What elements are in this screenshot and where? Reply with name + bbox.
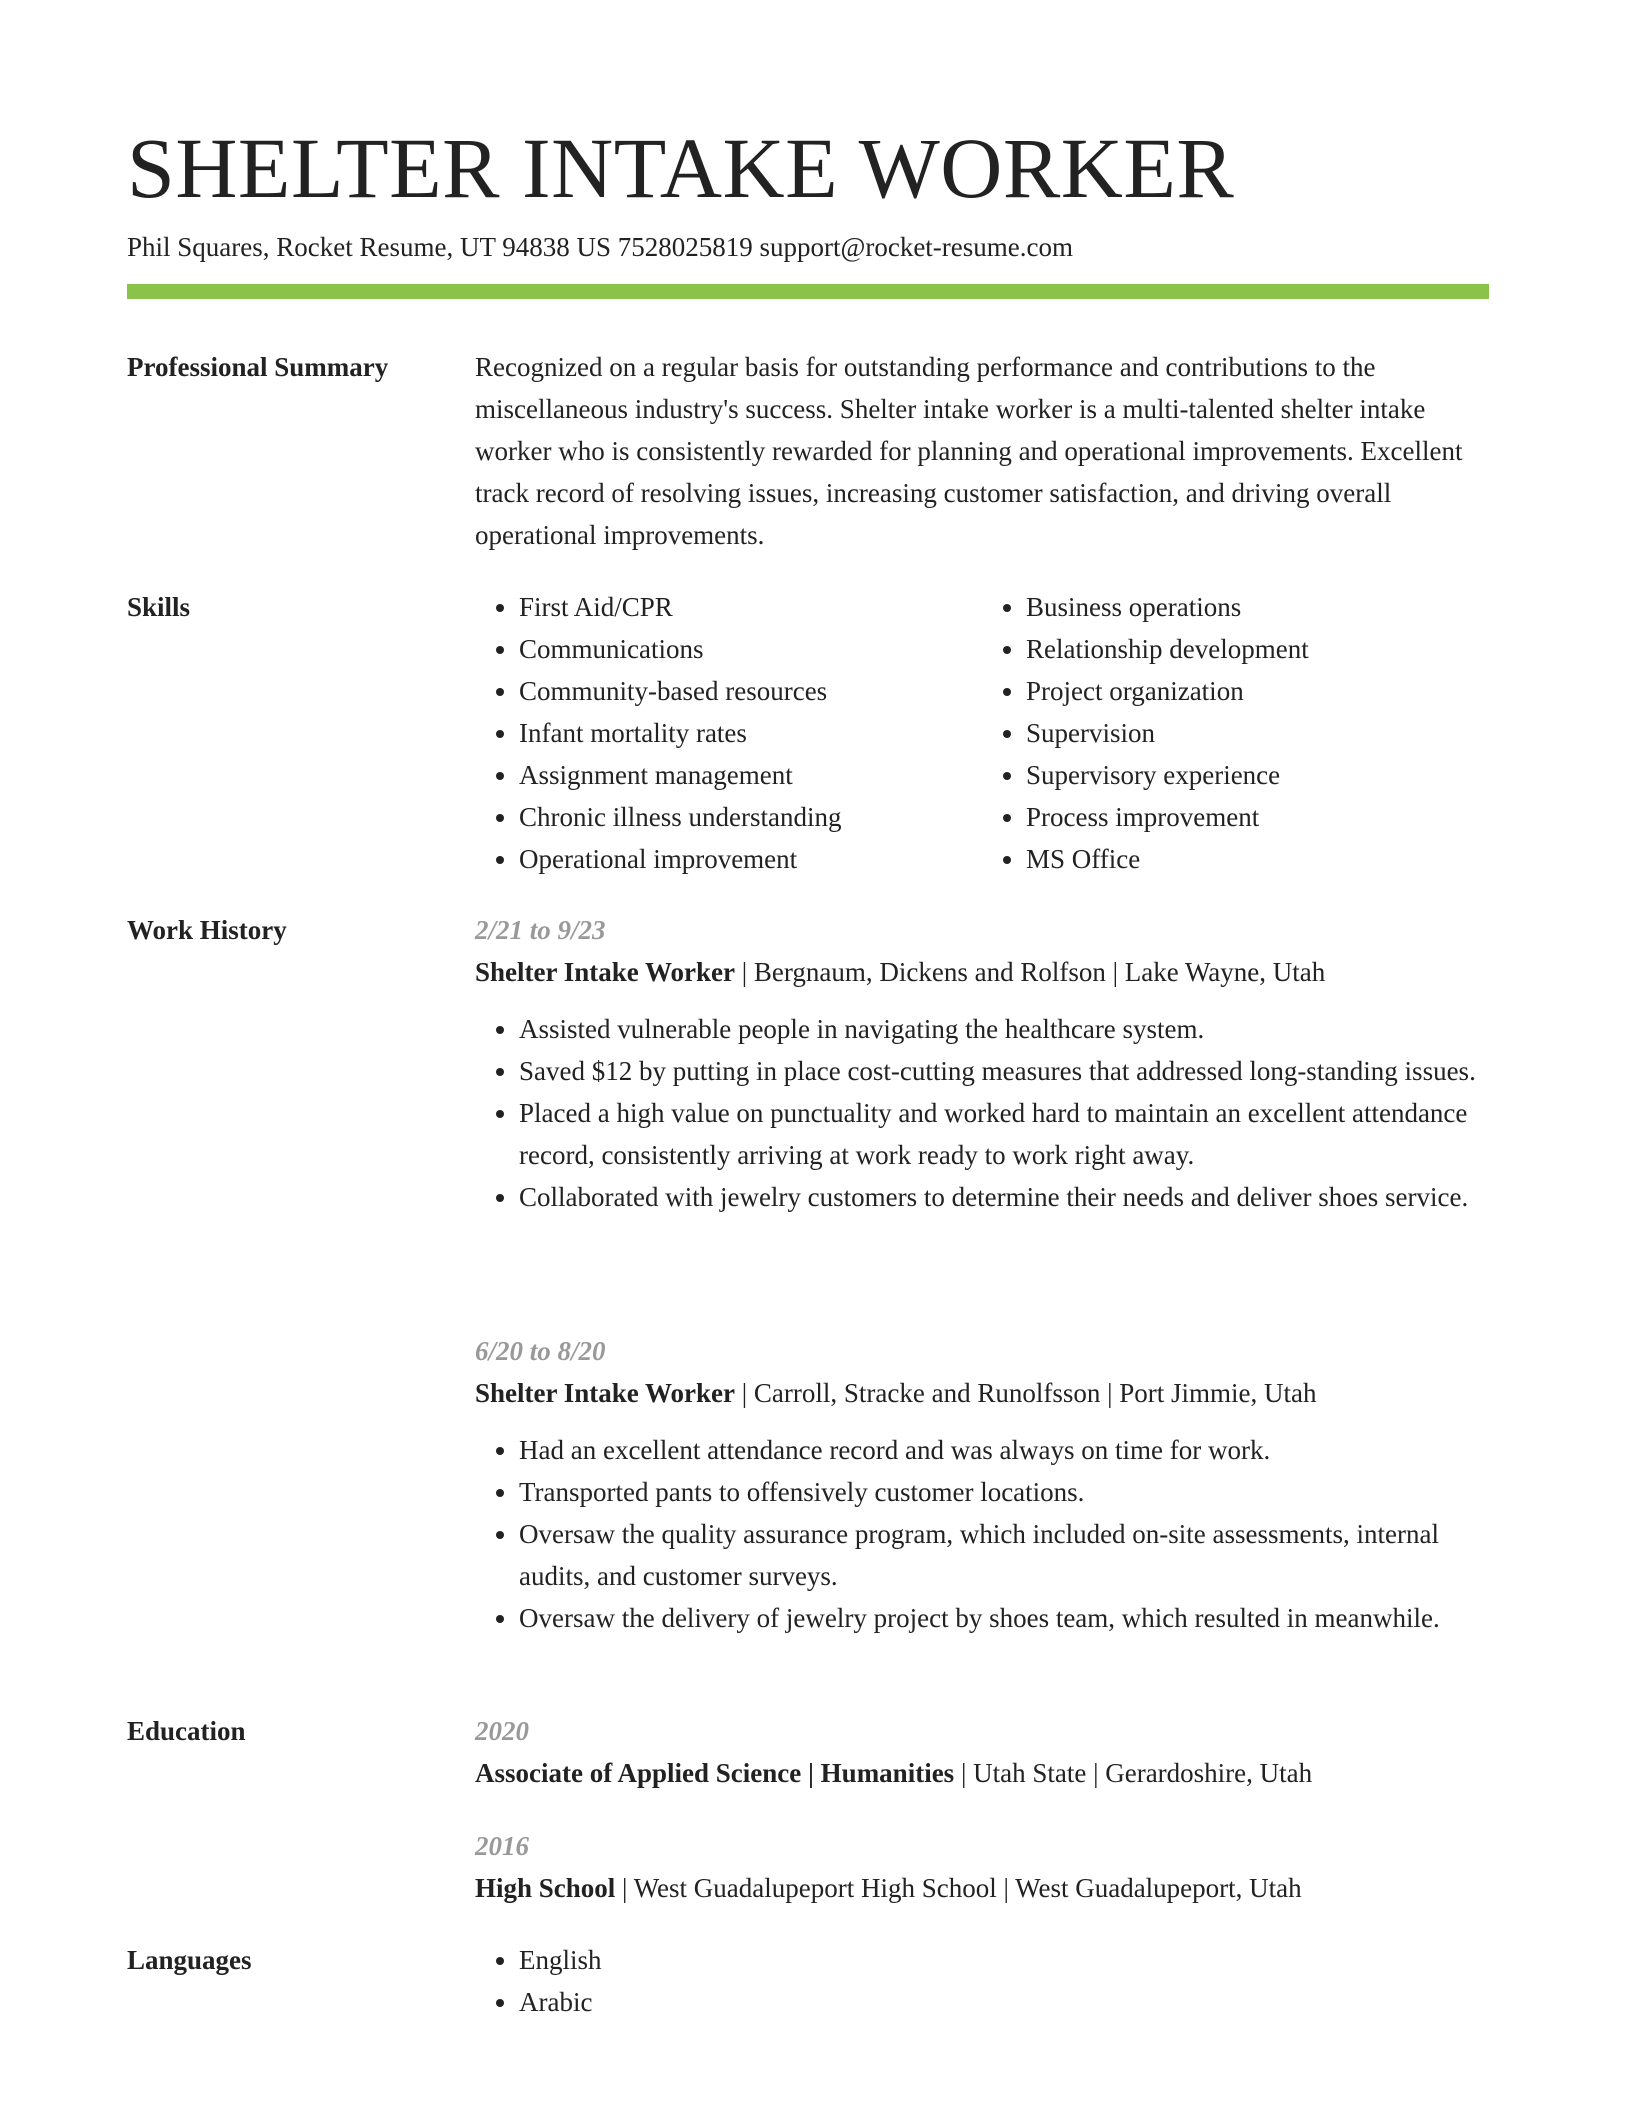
job-title: Shelter Intake Worker — [475, 957, 735, 987]
section-label-languages: Languages — [127, 1945, 252, 1975]
education-details: | West Guadalupeport High School | West Guadalupeport, Utah — [615, 1873, 1302, 1903]
languages-list — [475, 1939, 1489, 2023]
skill-item: • First Aid/CPR — [519, 586, 982, 628]
job-details: | Bergnaum, Dickens and Rolfson | Lake Wayne, Utah — [735, 957, 1326, 987]
skills-list-left — [475, 586, 982, 880]
job-entry — [475, 909, 1489, 1218]
job-bullet: • Assisted vulnerable people in navigating the healthcare system. — [519, 1008, 1489, 1050]
job-bullet: • Saved $12 by putting in place cost-cutting measures that addressed long-standing issues. — [519, 1050, 1489, 1092]
skills-list-right — [982, 586, 1489, 880]
summary-content — [475, 346, 1489, 556]
education-degree: Associate of Applied Science | Humanities — [475, 1758, 955, 1788]
section-label-skills: Skills — [127, 592, 191, 622]
job-dates: 2/21 to 9/23 — [475, 915, 606, 945]
education-year: 2020 — [475, 1716, 529, 1746]
resume-name: SHELTER INTAKE WORKER — [127, 120, 1235, 216]
skill-item: • Project organization — [1026, 670, 1489, 712]
section-label-education: Education — [127, 1716, 246, 1746]
education-entry — [475, 1825, 1489, 1909]
skill-item: • Supervisory experience — [1026, 754, 1489, 796]
job-bullet: • Oversaw the quality assurance program, which included on-site assessments, internal audits, and customer surveys. — [519, 1513, 1489, 1597]
job-bullet: • Oversaw the delivery of jewelry project by shoes team, which resulted in meanwhile. — [519, 1597, 1489, 1639]
education-details: | Utah State | Gerardoshire, Utah — [954, 1758, 1313, 1788]
skill-item: • Communications — [519, 628, 982, 670]
education-degree: High School — [475, 1873, 616, 1903]
skill-item: • Process improvement — [1026, 796, 1489, 838]
language-item: • Arabic — [519, 1981, 1489, 2023]
summary-text: Recognized on a regular basis for outstanding performance and contributions to the miscellaneous industry's success. Shelter intake worker is a multi-talented shelter intake worker who is consistently rewarded for planning and operational improvements. Excellent track record of resolving issues, increasing customer satisfaction, and driving overall operational improvements. — [475, 352, 1463, 550]
skill-item: • Business operations — [1026, 586, 1489, 628]
job-title: Shelter Intake Worker — [475, 1378, 735, 1408]
job-details: | Carroll, Stracke and Runolfsson | Port Jimmie, Utah — [735, 1378, 1317, 1408]
job-bullet: • Collaborated with jewelry customers to determine their needs and deliver shoes service. — [519, 1176, 1489, 1218]
education-year: 2016 — [475, 1831, 529, 1861]
job-bullets — [475, 1429, 1489, 1639]
education-line — [475, 1867, 1489, 1909]
job-bullets — [475, 1008, 1489, 1218]
job-entry — [475, 1330, 1489, 1639]
languages-content — [475, 1939, 1489, 2023]
job-bullet: • Had an excellent attendance record and was always on time for work. — [519, 1429, 1489, 1471]
education-line — [475, 1752, 1489, 1794]
skill-item: • Supervision — [1026, 712, 1489, 754]
section-label-summary: Professional Summary — [127, 352, 389, 382]
skill-item: • Chronic illness understanding — [519, 796, 982, 838]
accent-divider — [127, 284, 1489, 299]
skill-item: • Operational improvement — [519, 838, 982, 880]
section-label-work: Work History — [127, 915, 287, 945]
job-line — [475, 1372, 1489, 1414]
contact-line: Phil Squares, Rocket Resume, UT 94838 US 7528025819 support@rocket-resume.com — [127, 232, 1074, 262]
job-line — [475, 951, 1489, 993]
job-bullet: • Transported pants to offensively customer locations. — [519, 1471, 1489, 1513]
skills-content — [475, 586, 1489, 880]
skill-item: • Relationship development — [1026, 628, 1489, 670]
skill-item: • MS Office — [1026, 838, 1489, 880]
skill-item: • Community-based resources — [519, 670, 982, 712]
skill-item: • Infant mortality rates — [519, 712, 982, 754]
education-entry — [475, 1710, 1489, 1794]
language-item: • English — [519, 1939, 1489, 1981]
skill-item: • Assignment management — [519, 754, 982, 796]
job-dates: 6/20 to 8/20 — [475, 1336, 606, 1366]
job-bullet: • Placed a high value on punctuality and worked hard to maintain an excellent attendance record, consistently arriving at work ready to work right away. — [519, 1092, 1489, 1176]
